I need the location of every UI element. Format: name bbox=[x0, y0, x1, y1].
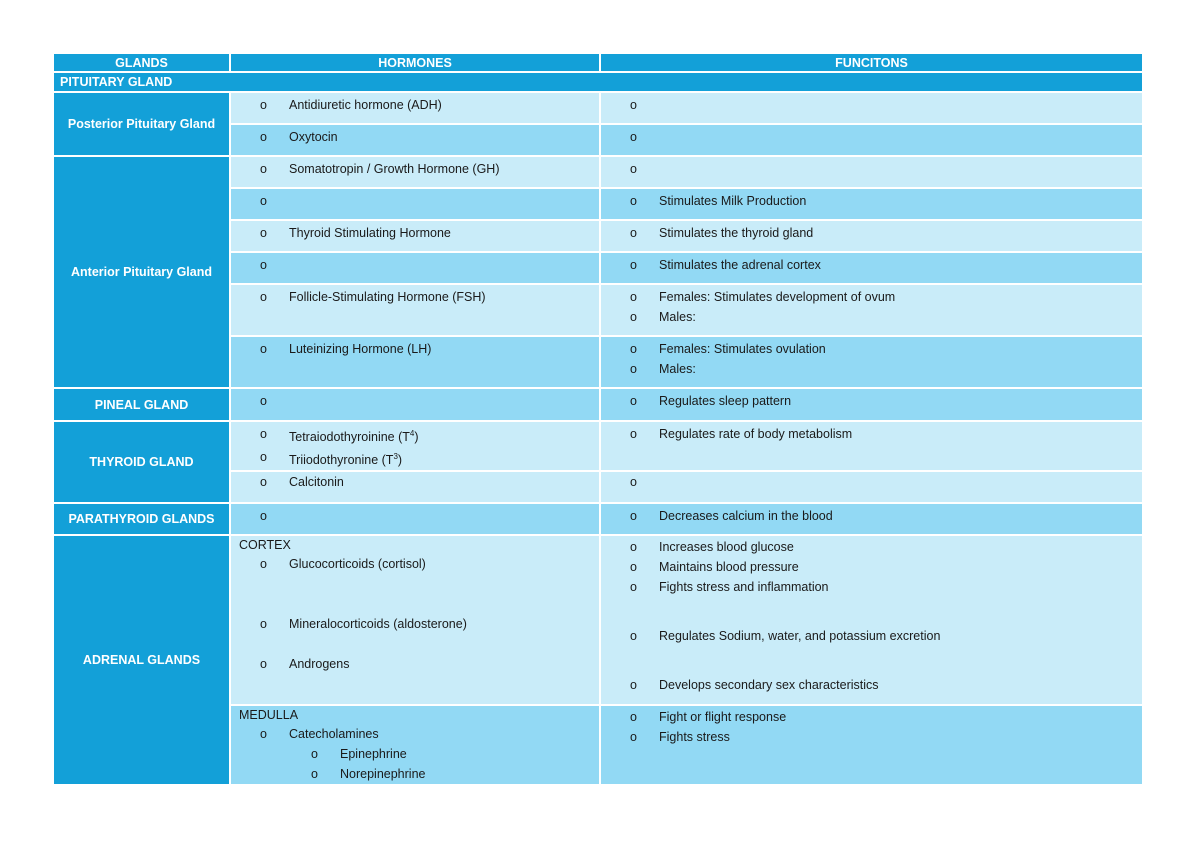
bullet-marker: o bbox=[260, 130, 267, 144]
bullet-marker: o bbox=[260, 727, 267, 742]
function-stress-inflammation: Fights stress and inflammation bbox=[659, 580, 829, 595]
glands-table bbox=[52, 52, 1144, 786]
function-sleep: Regulates sleep pattern bbox=[659, 394, 792, 408]
function-blood-pressure: Maintains blood pressure bbox=[659, 560, 799, 575]
bullet-marker: o bbox=[260, 258, 267, 272]
header-functions: FUNCITONS bbox=[600, 53, 1143, 72]
hormone-androgens: Androgens bbox=[289, 657, 350, 672]
hormone-catecholamines: Catecholamines bbox=[289, 727, 379, 742]
bullet-marker: o bbox=[630, 678, 637, 693]
function-milk: Stimulates Milk Production bbox=[659, 194, 807, 208]
bullet-marker: o bbox=[630, 580, 637, 595]
function-tsh: Stimulates the thyroid gland bbox=[659, 226, 814, 240]
bullet-marker: o bbox=[260, 226, 267, 240]
gland-posterior-pituitary: Posterior Pituitary Gland bbox=[53, 92, 230, 156]
bullet-marker: o bbox=[630, 194, 637, 208]
adrenal-medulla-label: MEDULLA bbox=[239, 708, 299, 723]
header-hormones: HORMONES bbox=[230, 53, 600, 72]
header-glands: GLANDS bbox=[53, 53, 230, 72]
bullet-marker: o bbox=[630, 560, 637, 575]
hormone-calcitonin: Calcitonin bbox=[289, 475, 344, 490]
bullet-marker: o bbox=[260, 342, 267, 356]
function-adrenal-cortex: Stimulates the adrenal cortex bbox=[659, 258, 821, 272]
section-pituitary: PITUITARY GLAND bbox=[53, 72, 1143, 92]
bullet-marker: o bbox=[630, 130, 637, 144]
bullet-marker: o bbox=[630, 362, 637, 376]
hormone-tsh: Thyroid Stimulating Hormone bbox=[289, 226, 451, 240]
hormone-norepinephrine: Norepinephrine bbox=[340, 767, 426, 782]
bullet-marker: o bbox=[630, 730, 637, 745]
hormone-glucocorticoids: Glucocorticoids (cortisol) bbox=[289, 557, 426, 572]
hormone-gh: Somatotropin / Growth Hormone (GH) bbox=[289, 162, 500, 176]
hormone-t3: Triiodothyronine $(T^3)$ bbox=[289, 452, 403, 468]
bullet-marker: o bbox=[260, 194, 267, 208]
bullet-marker: o bbox=[630, 710, 637, 725]
gland-anterior-pituitary: Anterior Pituitary Gland bbox=[53, 156, 230, 388]
gland-pineal: PINEAL GLAND bbox=[53, 388, 230, 421]
gland-parathyroid: PARATHYROID GLANDS bbox=[53, 503, 230, 535]
function-metabolism: Regulates rate of body metabolism bbox=[659, 427, 853, 441]
header-row bbox=[53, 53, 1143, 72]
function-electrolytes: Regulates Sodium, water, and potassium excretion bbox=[659, 629, 941, 644]
function-lh-female: Females: Stimulates ovulation bbox=[659, 342, 826, 356]
function-blood-glucose: Increases blood glucose bbox=[659, 540, 794, 555]
function-fights-stress: Fights stress bbox=[659, 730, 730, 745]
bullet-marker: o bbox=[630, 629, 637, 644]
bullet-marker: o bbox=[260, 509, 267, 524]
hormone-fsh: Follicle-Stimulating Hormone (FSH) bbox=[289, 290, 486, 304]
adrenal-cortex-label: CORTEX bbox=[239, 538, 291, 553]
function-fsh-male: Males: bbox=[659, 310, 696, 324]
hormone-epinephrine: Epinephrine bbox=[340, 747, 407, 762]
bullet-marker: o bbox=[311, 767, 318, 782]
bullet-marker: o bbox=[630, 427, 637, 441]
glands-document bbox=[52, 52, 1142, 786]
bullet-marker: o bbox=[630, 290, 637, 304]
bullet-marker: o bbox=[630, 310, 637, 324]
bullet-marker: o bbox=[260, 98, 267, 112]
bullet-marker: o bbox=[260, 290, 267, 304]
hormone-mineralocorticoids: Mineralocorticoids (aldosterone) bbox=[289, 617, 467, 632]
bullet-marker: o bbox=[260, 162, 267, 176]
function-sex-characteristics: Develops secondary sex characteristics bbox=[659, 678, 879, 693]
bullet-marker: o bbox=[260, 450, 267, 465]
function-calcium: Decreases calcium in the blood bbox=[659, 509, 833, 524]
gland-thyroid: THYROID GLAND bbox=[53, 421, 230, 503]
bullet-marker: o bbox=[630, 226, 637, 240]
bullet-marker: o bbox=[630, 475, 637, 490]
function-fight-flight: Fight or flight response bbox=[659, 710, 787, 725]
function-lh-male: Males: bbox=[659, 362, 696, 376]
gland-adrenal: ADRENAL GLANDS bbox=[53, 535, 230, 785]
bullet-marker: o bbox=[630, 540, 637, 555]
function-fsh-female: Females: Stimulates development of ovum bbox=[659, 290, 896, 304]
bullet-marker: o bbox=[260, 475, 267, 490]
bullet-marker: o bbox=[311, 747, 318, 762]
bullet-marker: o bbox=[630, 258, 637, 272]
hormone-lh: Luteinizing Hormone (LH) bbox=[289, 342, 432, 356]
bullet-marker: o bbox=[630, 98, 637, 112]
bullet-marker: o bbox=[630, 509, 637, 524]
hormone-adh: Antidiuretic hormone (ADH) bbox=[289, 98, 442, 112]
bullet-marker: o bbox=[260, 427, 267, 441]
bullet-marker: o bbox=[630, 162, 637, 176]
bullet-marker: o bbox=[260, 394, 267, 408]
bullet-marker: o bbox=[630, 342, 637, 356]
bullet-marker: o bbox=[630, 394, 637, 408]
bullet-marker: o bbox=[260, 557, 267, 572]
bullet-marker: o bbox=[260, 657, 267, 672]
bullet-marker: o bbox=[260, 617, 267, 632]
hormone-t4: Tetraiodothyroinine $(T^4)$ bbox=[289, 429, 419, 445]
hormone-oxytocin: Oxytocin bbox=[289, 130, 338, 144]
